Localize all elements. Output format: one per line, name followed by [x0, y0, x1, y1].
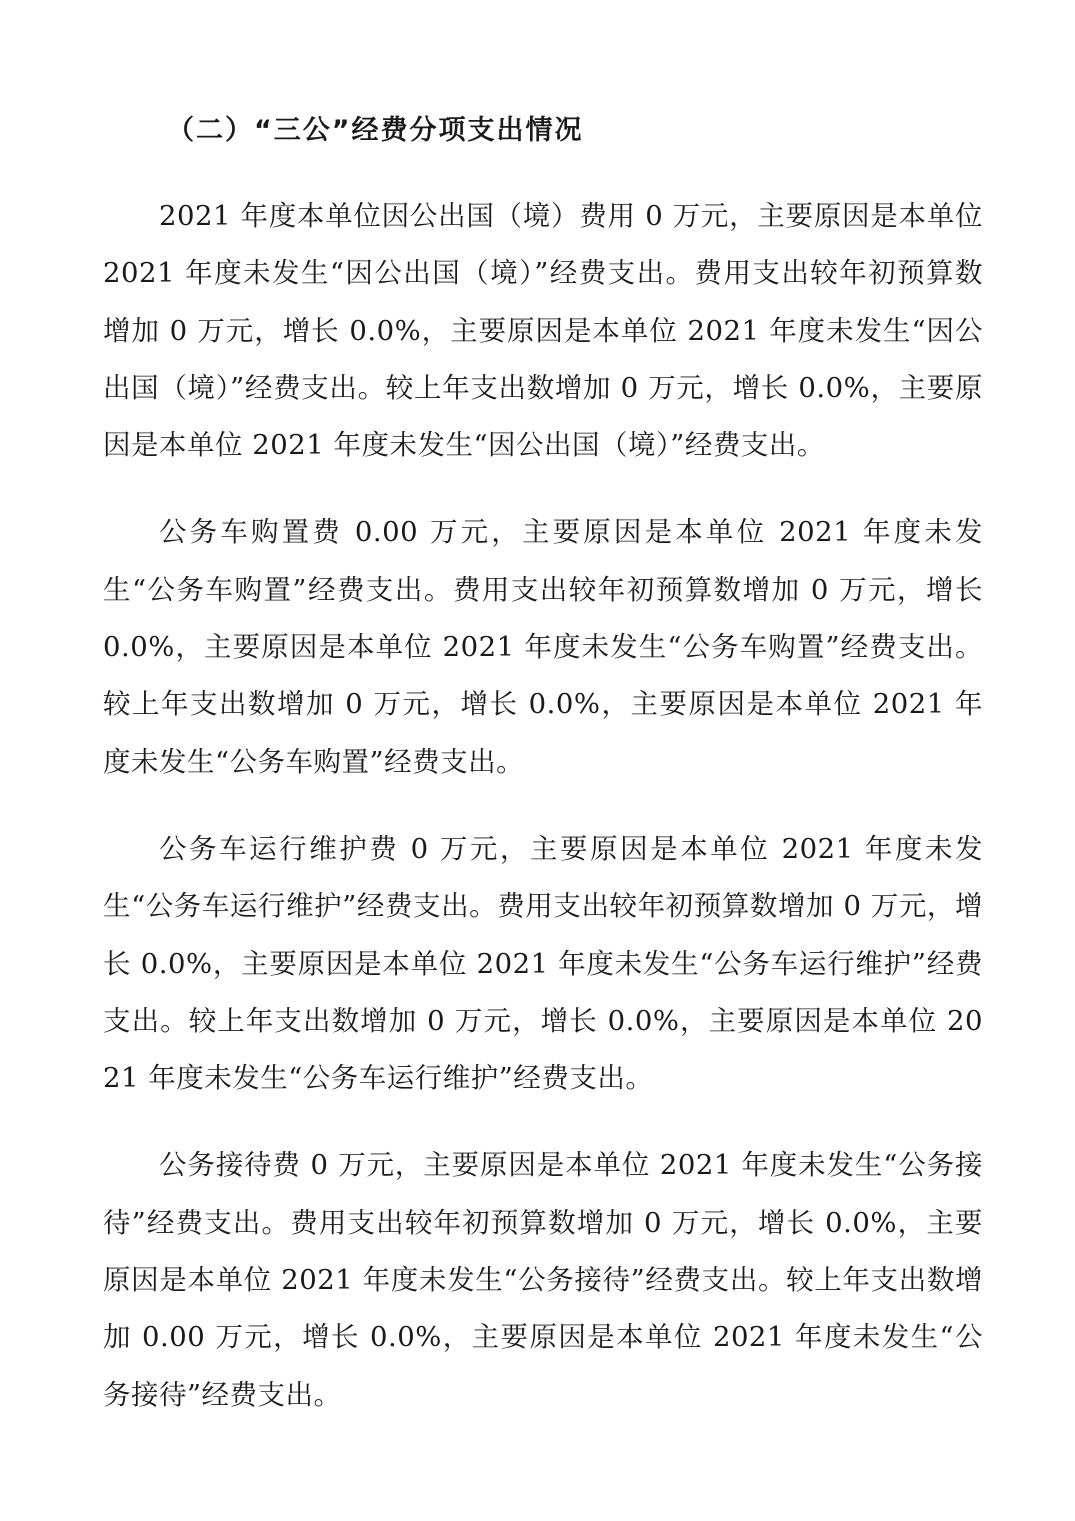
- section-heading: （二）“三公”经费分项支出情况: [167, 115, 584, 146]
- paragraph-official-reception: 公务接待费 0 万元，主要原因是本单位 2021 年度未发生“公务接待”经费支出。费用支出较年初预算数增加 0 万元，增长 0.0%，主要原因是本单位 2021 年度未发生“公务接待”经费支出。较上年支出数增加 0.00 万元，增长 0.0%，主要原因是本单位 2021 年度未发生“公务接待”经费支出。: [103, 1149, 983, 1411]
- document-page: [103, 108, 983, 1454]
- paragraph-vehicle-maintenance: 公务车运行维护费 0 万元，主要原因是本单位 2021 年度未发生“公务车运行维护”经费支出。费用支出较年初预算数增加 0 万元，增长 0.0%，主要原因是本单位 2021 年度未发生“公务车运行维护”经费支出。较上年支出数增加 0 万元，增长 0.0%，主要原因是本单位 2021 年度未发生“公务车运行维护”经费支出。: [103, 832, 983, 1095]
- paragraph-overseas-travel: 2021 年度本单位因公出国（境）费用 0 万元，主要原因是本单位 2021 年度未发生“因公出国（境）”经费支出。费用支出较年初预算数增加 0 万元，增长 0.0%，主要原因是本单位 2021 年度未发生“因公出国（境）”经费支出。较上年支出数增加 0 万元，增长 0.0%，主要原因是本单位 2021 年度未发生“因公出国（境）”经费支出。: [103, 200, 983, 462]
- paragraph-vehicle-purchase: 公务车购置费 0.00 万元，主要原因是本单位 2021 年度未发生“公务车购置”经费支出。费用支出较年初预算数增加 0 万元，增长 0.0%，主要原因是本单位 2021 年度未发生“公务车购置”经费支出。较上年支出数增加 0 万元，增长 0.0%，主要原因是本单位 2021 年度未发生“公务车购置”经费支出。: [103, 516, 983, 778]
